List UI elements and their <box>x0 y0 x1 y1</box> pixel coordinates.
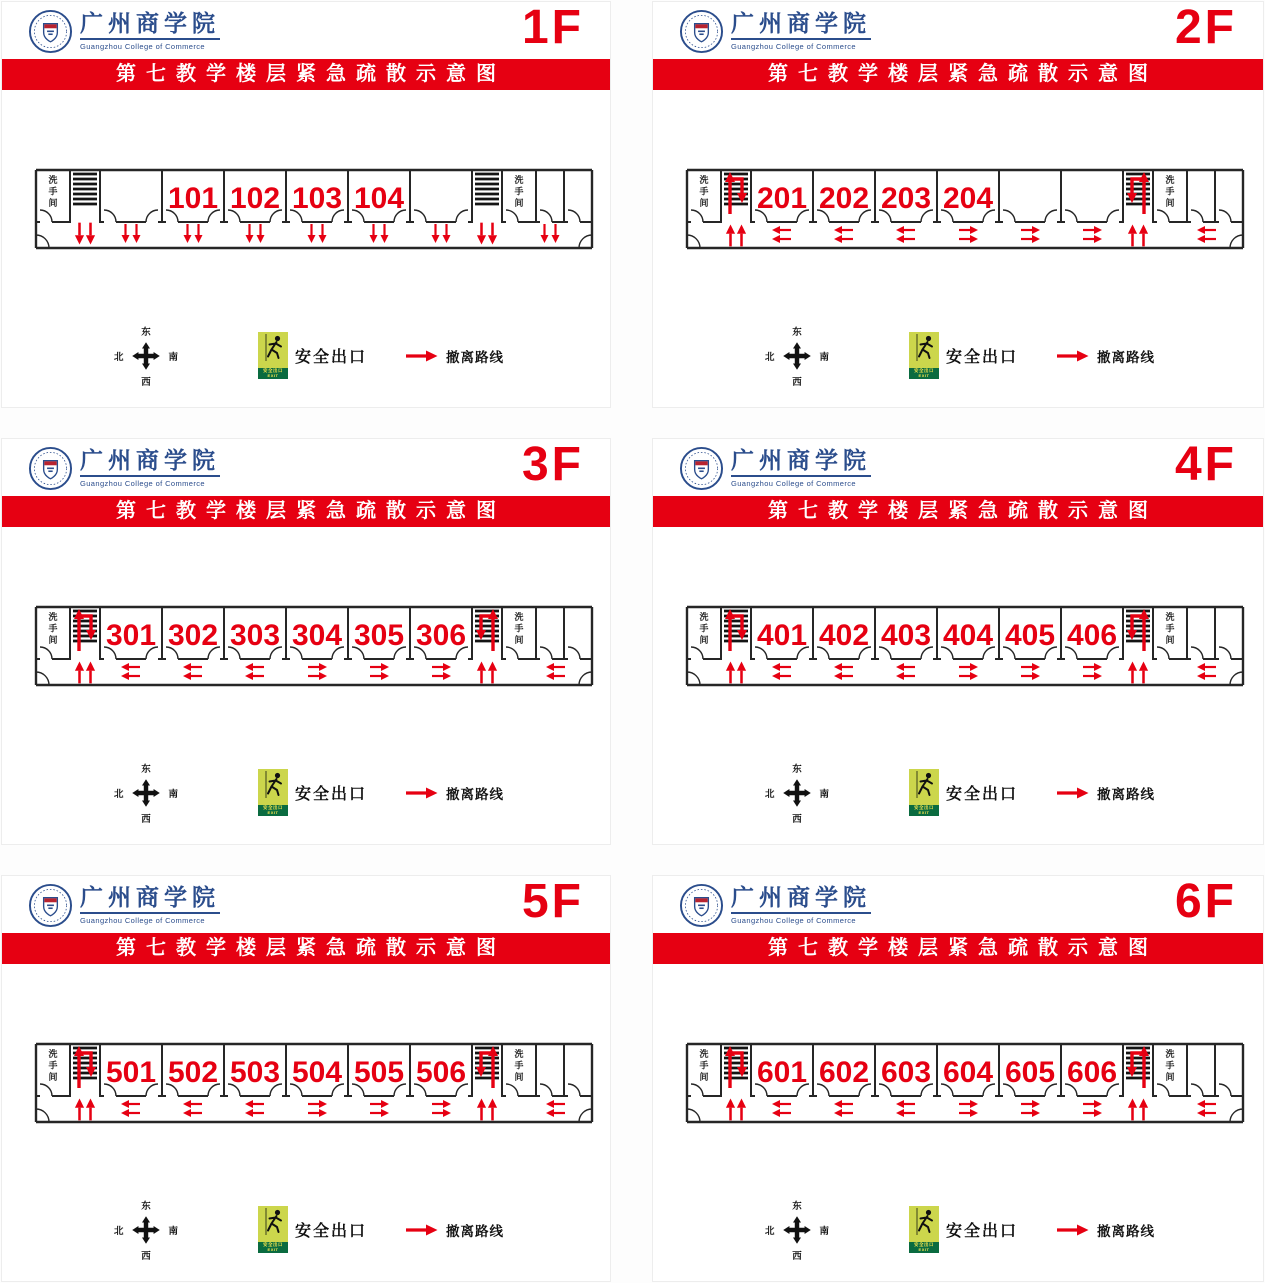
safety-exit-label: 安全出口 <box>295 348 368 366</box>
floor-plan <box>32 1038 604 1140</box>
legend-safety-exit <box>909 332 1018 378</box>
banner-title: 第七教学楼层紧急疏散示意图 <box>653 59 1263 90</box>
evacuation-route-arrow-icon <box>404 1224 438 1236</box>
legend-evacuation-route <box>404 1220 504 1240</box>
svg-text:202: 202 <box>818 182 870 215</box>
compass-west-label: 西 <box>792 377 802 388</box>
school-name-en: Guangzhou College of Commerce <box>731 916 856 926</box>
safety-exit-label: 安全出口 <box>295 1222 368 1240</box>
evacuation-route-label: 撤离路线 <box>1097 1224 1155 1239</box>
exit-sign-en-text: EXIT <box>918 372 930 378</box>
compass <box>114 1198 178 1262</box>
logo-divider <box>731 912 871 914</box>
floor-plan <box>32 164 604 266</box>
logo-divider <box>731 38 871 40</box>
evacuation-route-arrow-icon <box>1055 350 1089 362</box>
compass-cross-icon <box>781 1214 813 1246</box>
exit-sign-cn-text: 安全出口 <box>914 805 934 810</box>
exit-sign-en-text: EXIT <box>267 809 279 815</box>
evacuation-route-arrow-icon <box>1055 1224 1089 1236</box>
compass-east-label: 东 <box>792 327 802 338</box>
svg-text:302: 302 <box>167 619 219 652</box>
svg-text:洗手间: 洗手间 <box>514 175 524 208</box>
logo-divider <box>80 912 220 914</box>
evacuation-route-label: 撤离路线 <box>1097 350 1155 365</box>
floor-panel-3f <box>1 438 611 845</box>
running-man-icon <box>258 1206 288 1237</box>
safety-exit-sign-icon <box>258 769 288 815</box>
evacuation-arrows <box>75 662 565 684</box>
banner-title: 第七教学楼层紧急疏散示意图 <box>2 933 610 964</box>
safety-exit-sign-icon <box>909 769 939 815</box>
school-logo <box>679 446 871 491</box>
svg-text:501: 501 <box>105 1056 157 1089</box>
exit-sign-en-text: EXIT <box>267 372 279 378</box>
svg-text:403: 403 <box>880 619 932 652</box>
floor-label: 6F <box>1174 875 1237 928</box>
legend-safety-exit <box>258 769 367 815</box>
floor-panel-4f <box>652 438 1264 845</box>
svg-text:603: 603 <box>880 1056 932 1089</box>
compass-north-label: 北 <box>765 789 775 800</box>
evacuation-arrows <box>726 225 1216 247</box>
svg-text:洗手间: 洗手间 <box>699 1049 709 1082</box>
svg-text:505: 505 <box>353 1056 405 1089</box>
safety-exit-label: 安全出口 <box>295 785 368 803</box>
compass-south-label: 南 <box>168 1226 178 1237</box>
compass-west-label: 西 <box>141 377 151 388</box>
svg-text:405: 405 <box>1004 619 1056 652</box>
compass-east-label: 东 <box>141 764 151 775</box>
compass <box>765 324 829 388</box>
compass-cross-icon <box>130 340 162 372</box>
svg-text:203: 203 <box>880 182 932 215</box>
svg-text:104: 104 <box>353 182 405 215</box>
svg-text:洗手间: 洗手间 <box>1165 1049 1175 1082</box>
svg-text:102: 102 <box>229 182 281 215</box>
legend-evacuation-route <box>1055 346 1155 366</box>
school-name: 广州商学院 <box>80 10 220 37</box>
school-logo <box>28 9 220 54</box>
floor-panel-5f <box>1 875 611 1282</box>
exit-sign-cn-text: 安全出口 <box>914 368 934 373</box>
exit-sign-cn-text: 安全出口 <box>263 1242 283 1247</box>
logo-divider <box>731 475 871 477</box>
svg-text:503: 503 <box>229 1056 281 1089</box>
safety-exit-sign-icon <box>909 1206 939 1252</box>
svg-text:602: 602 <box>818 1056 870 1089</box>
safety-exit-label: 安全出口 <box>946 1222 1019 1240</box>
legend-safety-exit <box>258 332 367 378</box>
floor-label: 2F <box>1174 1 1237 54</box>
floor-panel-6f <box>652 875 1264 1282</box>
evacuation-route-arrow-icon <box>404 350 438 362</box>
compass-north-label: 北 <box>114 1226 124 1237</box>
compass-east-label: 东 <box>792 1201 802 1212</box>
evacuation-route-label: 撤离路线 <box>1097 787 1155 802</box>
svg-text:504: 504 <box>291 1056 343 1089</box>
compass-cross-icon <box>781 340 813 372</box>
logo-divider <box>80 475 220 477</box>
svg-text:502: 502 <box>167 1056 219 1089</box>
compass-cross-icon <box>781 777 813 809</box>
banner-title: 第七教学楼层紧急疏散示意图 <box>2 59 610 90</box>
legend-evacuation-route <box>404 783 504 803</box>
compass-west-label: 西 <box>141 1251 151 1262</box>
compass-east-label: 东 <box>141 327 151 338</box>
school-seal-icon <box>679 9 724 54</box>
school-logo <box>679 883 871 928</box>
safety-exit-sign-icon <box>258 332 288 378</box>
compass-cross-icon <box>130 1214 162 1246</box>
svg-text:301: 301 <box>105 619 157 652</box>
svg-text:605: 605 <box>1004 1056 1056 1089</box>
floor-label: 5F <box>521 875 584 928</box>
exit-sign-cn-text: 安全出口 <box>914 1242 934 1247</box>
compass <box>114 761 178 825</box>
svg-text:洗手间: 洗手间 <box>1165 612 1175 645</box>
compass-south-label: 南 <box>819 1226 829 1237</box>
school-name-en: Guangzhou College of Commerce <box>80 42 205 52</box>
svg-text:103: 103 <box>291 182 343 215</box>
compass-north-label: 北 <box>114 789 124 800</box>
svg-text:304: 304 <box>291 619 343 652</box>
running-man-icon <box>258 769 288 800</box>
svg-text:204: 204 <box>942 182 994 215</box>
floor-plan <box>683 1038 1255 1140</box>
exit-sign-en-text: EXIT <box>267 1246 279 1252</box>
safety-exit-sign-icon <box>258 1206 288 1252</box>
evacuation-route-arrow-icon <box>404 787 438 799</box>
svg-text:506: 506 <box>415 1056 467 1089</box>
svg-text:洗手间: 洗手间 <box>1165 175 1175 208</box>
compass <box>765 761 829 825</box>
school-name: 广州商学院 <box>731 884 871 911</box>
safety-exit-sign-icon <box>909 332 939 378</box>
banner-title: 第七教学楼层紧急疏散示意图 <box>653 496 1263 527</box>
svg-text:604: 604 <box>942 1056 994 1089</box>
exit-sign-cn-text: 安全出口 <box>263 805 283 810</box>
compass-west-label: 西 <box>792 814 802 825</box>
safety-exit-label: 安全出口 <box>946 785 1019 803</box>
evacuation-route-label: 撤离路线 <box>446 787 504 802</box>
evacuation-route-label: 撤离路线 <box>446 350 504 365</box>
running-man-icon <box>909 1206 939 1237</box>
svg-text:401: 401 <box>756 619 808 652</box>
school-name-en: Guangzhou College of Commerce <box>731 479 856 489</box>
evacuation-arrows <box>75 223 560 245</box>
compass-west-label: 西 <box>792 1251 802 1262</box>
floor-panel-1f <box>1 1 611 408</box>
floor-plan <box>683 164 1255 266</box>
school-logo <box>28 883 220 928</box>
svg-text:305: 305 <box>353 619 405 652</box>
floor-label: 3F <box>521 438 584 491</box>
svg-text:洗手间: 洗手间 <box>48 1049 58 1082</box>
compass-cross-icon <box>130 777 162 809</box>
svg-text:201: 201 <box>756 182 808 215</box>
compass-south-label: 南 <box>819 789 829 800</box>
school-name: 广州商学院 <box>80 447 220 474</box>
evacuation-arrows <box>726 662 1216 684</box>
compass-west-label: 西 <box>141 814 151 825</box>
school-seal-icon <box>28 446 73 491</box>
school-name: 广州商学院 <box>80 884 220 911</box>
legend-evacuation-route <box>1055 783 1155 803</box>
legend-safety-exit <box>909 1206 1018 1252</box>
school-seal-icon <box>679 446 724 491</box>
compass-south-label: 南 <box>168 352 178 363</box>
exit-sign-cn-text: 安全出口 <box>263 368 283 373</box>
compass <box>114 324 178 388</box>
evacuation-route-label: 撤离路线 <box>446 1224 504 1239</box>
school-logo <box>28 446 220 491</box>
svg-text:303: 303 <box>229 619 281 652</box>
school-name-en: Guangzhou College of Commerce <box>80 479 205 489</box>
legend-evacuation-route <box>1055 1220 1155 1240</box>
evacuation-arrows <box>726 1099 1216 1121</box>
running-man-icon <box>258 332 288 363</box>
floor-label: 1F <box>521 1 584 54</box>
svg-text:406: 406 <box>1066 619 1118 652</box>
school-seal-icon <box>679 883 724 928</box>
floor-plan <box>683 601 1255 703</box>
school-seal-icon <box>28 9 73 54</box>
legend-evacuation-route <box>404 346 504 366</box>
banner-title: 第七教学楼层紧急疏散示意图 <box>653 933 1263 964</box>
school-seal-icon <box>28 883 73 928</box>
banner-title: 第七教学楼层紧急疏散示意图 <box>2 496 610 527</box>
svg-text:洗手间: 洗手间 <box>699 175 709 208</box>
running-man-icon <box>909 332 939 363</box>
running-man-icon <box>909 769 939 800</box>
svg-text:402: 402 <box>818 619 870 652</box>
legend-safety-exit <box>909 769 1018 815</box>
evacuation-route-arrow-icon <box>1055 787 1089 799</box>
svg-text:洗手间: 洗手间 <box>48 612 58 645</box>
school-name-en: Guangzhou College of Commerce <box>731 42 856 52</box>
compass-south-label: 南 <box>819 352 829 363</box>
svg-text:606: 606 <box>1066 1056 1118 1089</box>
svg-text:101: 101 <box>167 182 219 215</box>
compass-east-label: 东 <box>792 764 802 775</box>
svg-text:404: 404 <box>942 619 994 652</box>
floor-panel-2f <box>652 1 1264 408</box>
school-name: 广州商学院 <box>731 10 871 37</box>
exit-sign-en-text: EXIT <box>918 1246 930 1252</box>
floor-plan <box>32 601 604 703</box>
legend-safety-exit <box>258 1206 367 1252</box>
svg-text:洗手间: 洗手间 <box>699 612 709 645</box>
compass-north-label: 北 <box>114 352 124 363</box>
compass-south-label: 南 <box>168 789 178 800</box>
compass <box>765 1198 829 1262</box>
school-name: 广州商学院 <box>731 447 871 474</box>
exit-sign-en-text: EXIT <box>918 809 930 815</box>
svg-text:601: 601 <box>756 1056 808 1089</box>
compass-north-label: 北 <box>765 352 775 363</box>
svg-text:洗手间: 洗手间 <box>48 175 58 208</box>
evacuation-arrows <box>75 1099 565 1121</box>
compass-east-label: 东 <box>141 1201 151 1212</box>
safety-exit-label: 安全出口 <box>946 348 1019 366</box>
logo-divider <box>80 38 220 40</box>
floor-label: 4F <box>1174 438 1237 491</box>
svg-text:306: 306 <box>415 619 467 652</box>
svg-text:洗手间: 洗手间 <box>514 612 524 645</box>
school-name-en: Guangzhou College of Commerce <box>80 916 205 926</box>
compass-north-label: 北 <box>765 1226 775 1237</box>
school-logo <box>679 9 871 54</box>
svg-text:洗手间: 洗手间 <box>514 1049 524 1082</box>
